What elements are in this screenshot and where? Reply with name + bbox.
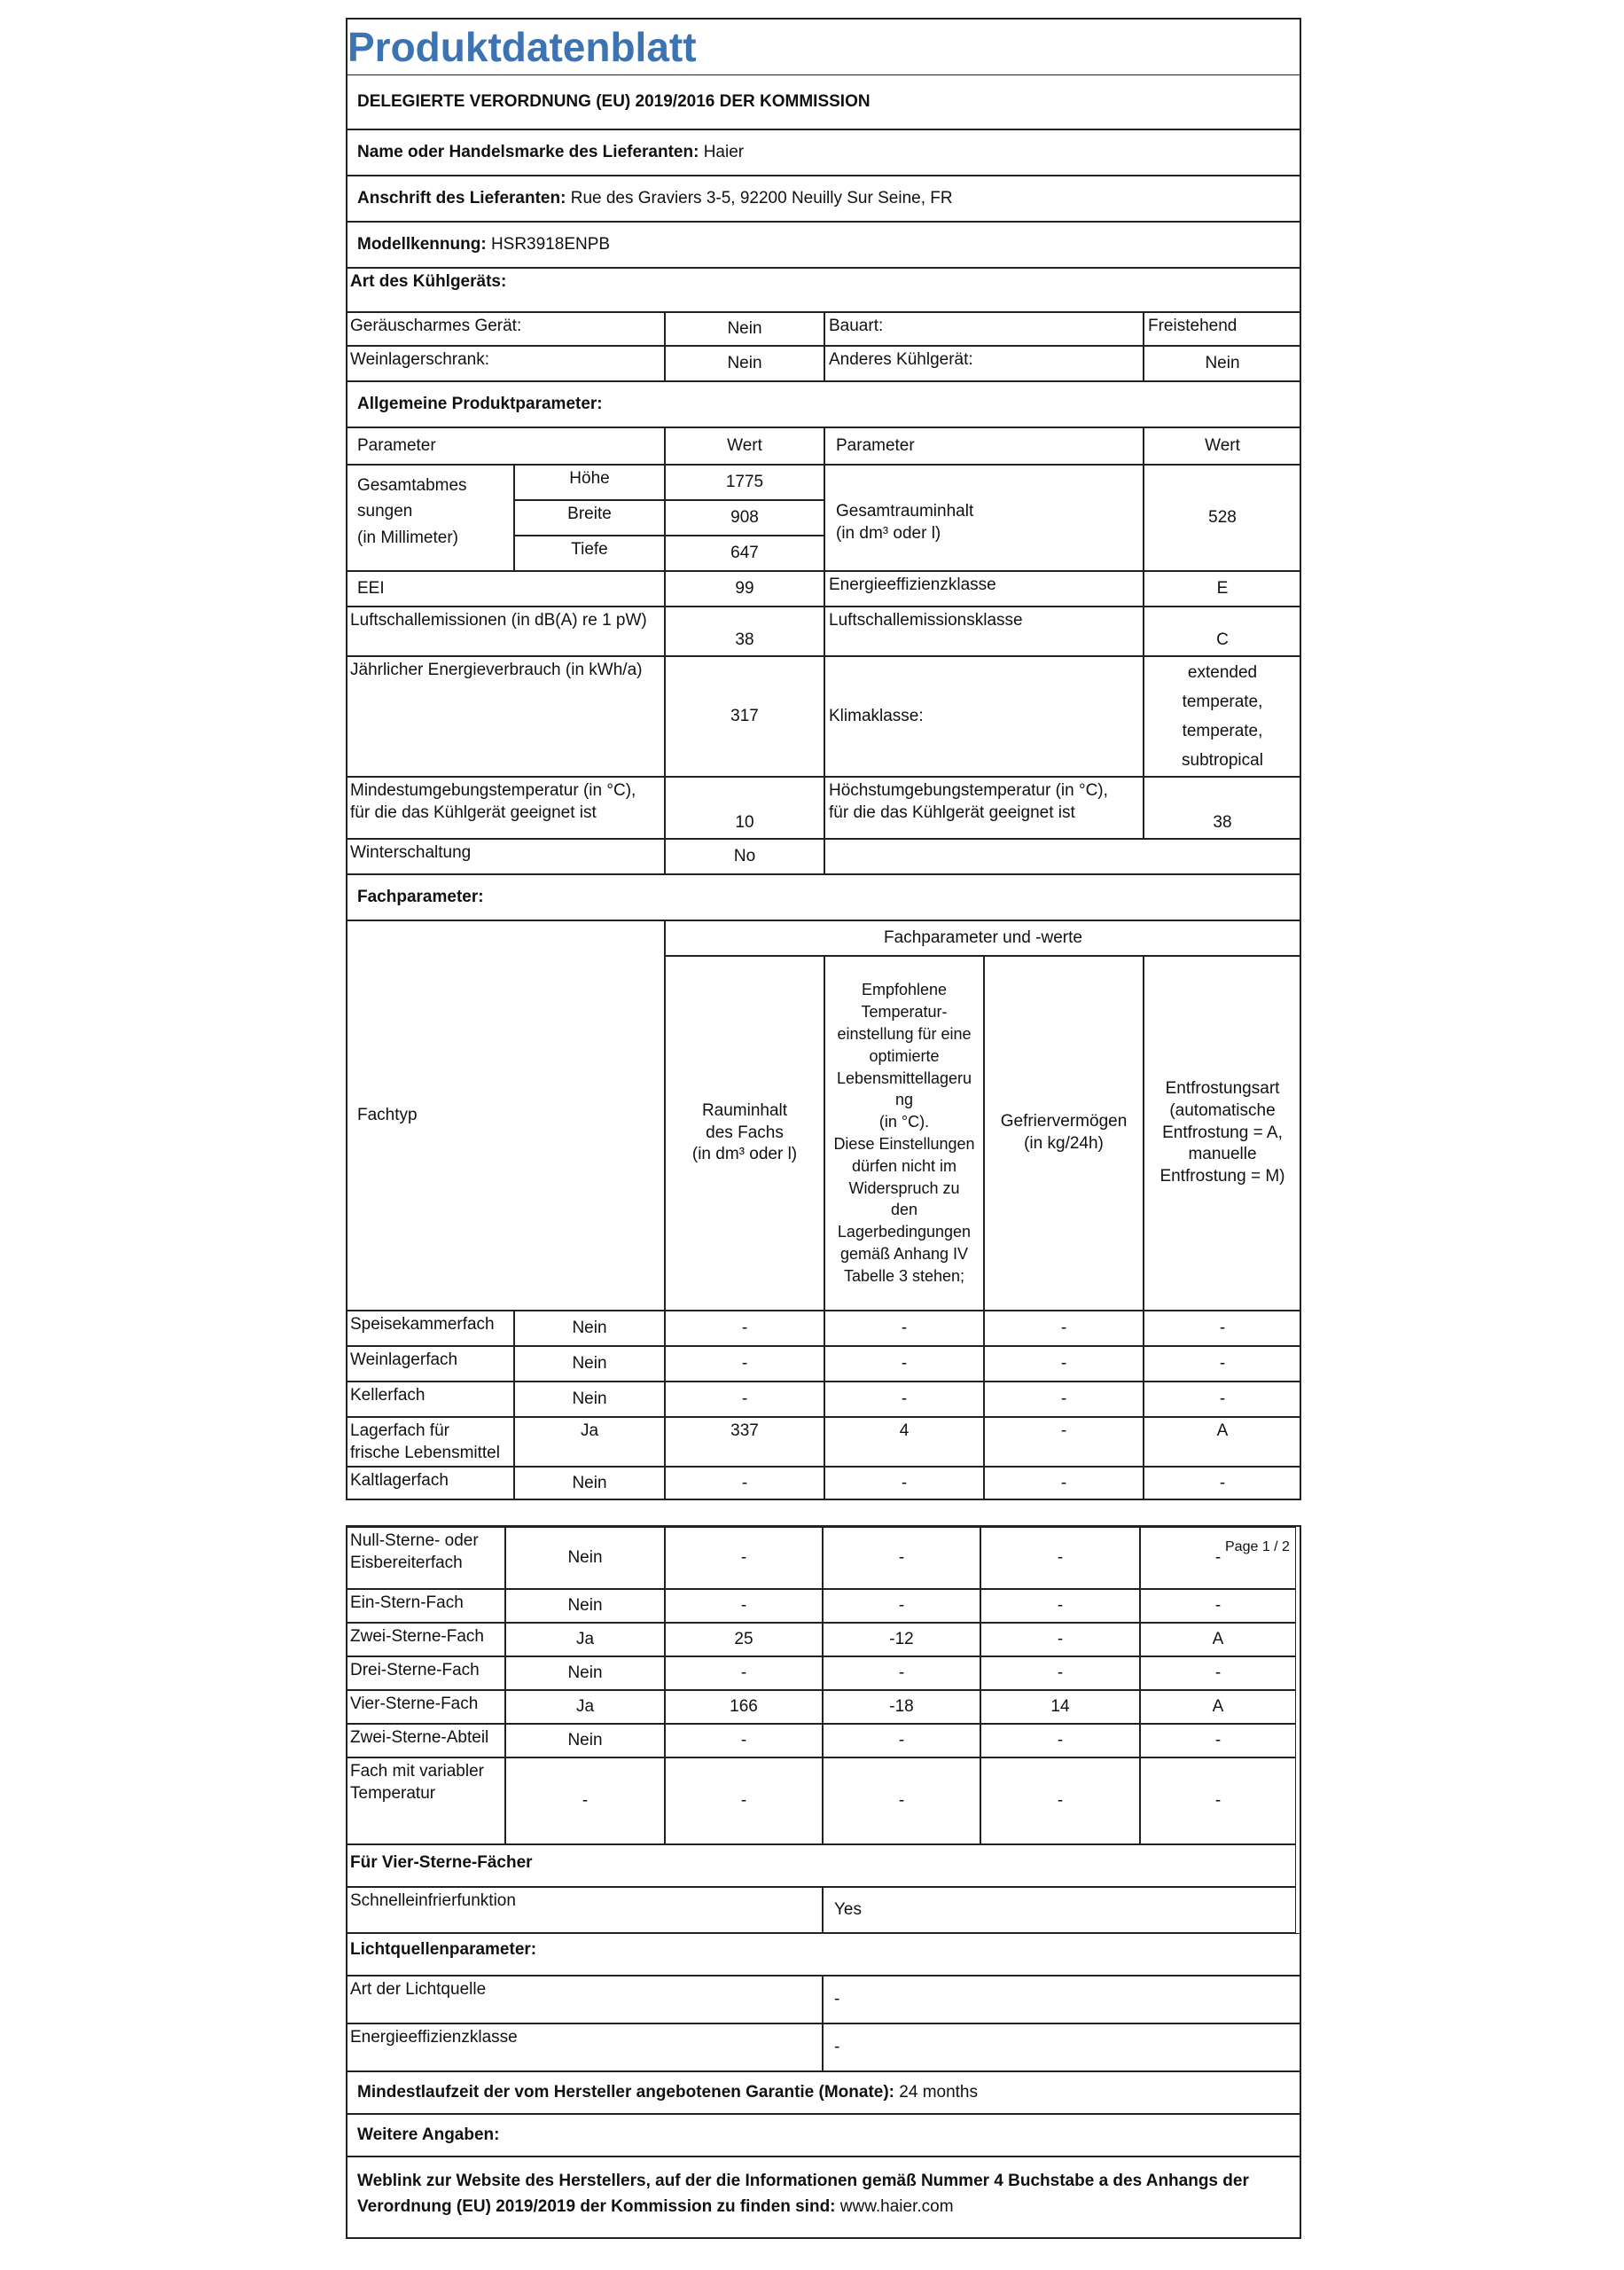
noise-label: Luftschallemissionen (in dB(A) re 1 pW)	[346, 607, 665, 656]
energy-consumption-label: Jährlicher Energieverbrauch (in kWh/a)	[346, 656, 665, 777]
comp-defrost: -	[1140, 1527, 1296, 1589]
max-temp-label-l1: Höchstumgebungstemperatur (in °C),	[829, 781, 1108, 800]
comp-name: Speisekammerfach	[346, 1311, 514, 1346]
climate-line-1: extended	[1187, 662, 1258, 682]
energy-class-label: Energieeffizienzklasse	[824, 571, 1144, 607]
comp-defrost-h-l3: Entfrostung = A,	[1162, 1123, 1283, 1142]
comp-freeze: -	[980, 1656, 1140, 1690]
param-header-1	[346, 427, 665, 465]
comp-present: Nein	[514, 1346, 665, 1382]
comp-temp-h-l13: gemäß Anhang IV	[839, 1245, 969, 1264]
total-volume-value: 528	[1144, 465, 1301, 571]
eei-label	[346, 571, 665, 607]
comp-temp: -	[823, 1656, 980, 1690]
comp-temp-header	[824, 956, 984, 1311]
depth-label: Tiefe	[514, 536, 665, 571]
comp-present: -	[505, 1757, 665, 1844]
comp-name: Weinlagerfach	[346, 1346, 514, 1382]
model-value: HSR3918ENPB	[490, 234, 611, 254]
comp-name-l1: Null-Sterne- oder	[350, 1531, 479, 1550]
comp-volume-h-l3: (in dm³ oder l)	[691, 1145, 798, 1164]
comp-freeze: -	[984, 1346, 1144, 1382]
comp-present: Nein	[514, 1382, 665, 1417]
further-info-text: Weitere Angaben:	[357, 2125, 500, 2144]
wine-cabinet-value: Nein	[665, 346, 824, 381]
comp-present: Nein	[505, 1656, 665, 1690]
light-class-label: Energieeffizienzklasse	[346, 2023, 823, 2071]
comp-present: Nein	[505, 1589, 665, 1623]
comp-defrost-h-l5: Entfrostung = M)	[1159, 1167, 1285, 1186]
quick-freeze-value	[823, 1887, 1296, 1933]
dimensions-label-l3: (in Millimeter)	[357, 528, 458, 547]
comp-freeze-h-l2: (in kg/24h)	[1024, 1134, 1104, 1153]
noise-class-label: Luftschallemissionsklasse	[824, 607, 1144, 656]
noise-value: 38	[665, 607, 824, 656]
weblink-line-1: Weblink zur Website des Herstellers, auf der die Informationen gemäß Nummer 4 Buchstabe a des Anhangs der	[357, 2172, 1249, 2190]
value-header-1	[665, 427, 824, 465]
model-row	[346, 222, 1301, 268]
noise-class-value: C	[1144, 607, 1301, 656]
comp-temp: -	[823, 1757, 980, 1844]
comp-present: Nein	[505, 1724, 665, 1757]
comp-temp-h-l2: Temperatur-	[861, 1003, 948, 1022]
light-type-value	[823, 1976, 1301, 2023]
comp-defrost: A	[1140, 1623, 1296, 1656]
comp-defrost: -	[1144, 1346, 1301, 1382]
quick-freeze-label: Schnelleinfrierfunktion	[346, 1887, 823, 1933]
min-temp-value: 10	[665, 777, 824, 839]
comp-defrost: A	[1144, 1417, 1301, 1467]
comp-name-l2: Eisbereiterfach	[350, 1553, 463, 1572]
max-temp-label	[824, 777, 1144, 839]
climate-line-4: subtropical	[1182, 751, 1263, 771]
min-temp-label	[346, 777, 665, 839]
comp-defrost: -	[1140, 1724, 1296, 1757]
comp-defrost-h-l4: manuelle	[1188, 1145, 1257, 1164]
weblink-row	[346, 2156, 1301, 2239]
light-type-label: Art der Lichtquelle	[346, 1976, 823, 2023]
page-number: Page 1 / 2	[1225, 1539, 1290, 1554]
comp-name-l2: frische Lebensmittel	[350, 1443, 500, 1462]
comp-present: Nein	[514, 1467, 665, 1500]
comp-volume: -	[665, 1346, 824, 1382]
comp-temp-h-l12: Lagerbedingungen	[837, 1223, 972, 1241]
comp-defrost: A	[1140, 1690, 1296, 1724]
comp-temp-h-l7: (in °C).	[878, 1113, 930, 1131]
comp-defrost: -	[1140, 1656, 1296, 1690]
comp-freeze-header	[984, 956, 1144, 1311]
comp-freeze: -	[984, 1382, 1144, 1417]
comp-volume: -	[665, 1527, 823, 1589]
address-value: Rue des Graviers 3-5, 92200 Neuilly Sur Seine, FR	[570, 188, 953, 207]
comp-volume: -	[665, 1656, 823, 1690]
comp-type-header-text: Fachtyp	[357, 1105, 418, 1124]
model-label: Modellkennung:	[357, 234, 487, 254]
comp-volume: -	[665, 1311, 824, 1346]
comp-volume: -	[665, 1757, 823, 1844]
comp-name	[346, 1417, 514, 1467]
total-volume-label	[824, 465, 1144, 571]
comp-temp: -	[823, 1724, 980, 1757]
comp-temp: -	[823, 1527, 980, 1589]
comp-group-header: Fachparameter und -werte	[665, 920, 1301, 956]
quick-freeze-value-text: Yes	[834, 1899, 862, 1919]
regulation-row	[346, 74, 1301, 129]
param-header-2	[824, 427, 1144, 465]
energy-class-value: E	[1144, 571, 1301, 607]
other-appliance-value: Nein	[1144, 346, 1301, 381]
comp-volume: -	[665, 1467, 824, 1500]
weblink-url[interactable]: www.haier.com	[839, 2197, 954, 2217]
comp-volume: -	[665, 1589, 823, 1623]
comp-temp-h-l1: Empfohlene	[861, 981, 948, 999]
max-temp-label-l2: für die das Kühlgerät geeignet ist	[829, 802, 1075, 822]
max-temp-value: 38	[1144, 777, 1301, 839]
comp-name: Zwei-Sterne-Abteil	[346, 1724, 505, 1757]
width-value: 908	[665, 500, 824, 536]
comp-name-l1: Fach mit variabler	[350, 1762, 484, 1781]
light-class-value-text: -	[834, 2037, 840, 2056]
comp-freeze: -	[980, 1527, 1140, 1589]
wine-cabinet-label: Weinlagerschrank:	[346, 346, 665, 381]
comp-defrost: -	[1144, 1311, 1301, 1346]
comp-volume: -	[665, 1382, 824, 1417]
warranty-label: Mindestlaufzeit der vom Hersteller angebotenen Garantie (Monate):	[357, 2082, 894, 2102]
winter-value: No	[665, 839, 824, 874]
value-header-2-text: Wert	[1205, 435, 1240, 455]
width-label: Breite	[514, 500, 665, 536]
comp-temp-h-l8: Diese Einstellungen	[833, 1135, 975, 1153]
comp-volume: -	[665, 1724, 823, 1757]
comp-name: Kellerfach	[346, 1382, 514, 1417]
compartment-heading	[346, 874, 1301, 920]
comp-name: Ein-Stern-Fach	[346, 1589, 505, 1623]
compartment-heading-text: Fachparameter:	[357, 887, 484, 906]
comp-volume: 25	[665, 1623, 823, 1656]
light-heading: Lichtquellenparameter:	[346, 1933, 1301, 1976]
comp-name: Drei-Sterne-Fach	[346, 1656, 505, 1690]
value-header-1-text: Wert	[727, 435, 762, 455]
comp-freeze: -	[980, 1757, 1140, 1844]
comp-present: Nein	[505, 1527, 665, 1589]
further-info-row	[346, 2114, 1301, 2156]
comp-volume-header	[665, 956, 824, 1311]
general-heading	[346, 381, 1301, 427]
comp-defrost-header	[1144, 956, 1301, 1311]
warranty-row	[346, 2071, 1301, 2114]
param-header-2-text: Parameter	[836, 435, 915, 455]
comp-volume: 166	[665, 1690, 823, 1724]
dimensions-label	[346, 465, 514, 571]
comp-temp: -	[824, 1346, 984, 1382]
height-value: 1775	[665, 465, 824, 500]
param-header-1-text: Parameter	[357, 435, 436, 455]
low-noise-value: Nein	[665, 312, 824, 346]
comp-volume: 337	[665, 1417, 824, 1467]
design-type-value: Freistehend	[1144, 312, 1301, 346]
comp-freeze: 14	[980, 1690, 1140, 1724]
comp-defrost-h-l2: (automatische	[1169, 1100, 1276, 1120]
comp-freeze: -	[984, 1417, 1144, 1467]
comp-freeze: -	[980, 1724, 1140, 1757]
light-type-value-text: -	[834, 1989, 840, 2008]
comp-present: Ja	[514, 1417, 665, 1467]
comp-defrost-h-l1: Entfrostungsart	[1165, 1079, 1280, 1099]
comp-freeze: -	[980, 1589, 1140, 1623]
depth-value: 647	[665, 536, 824, 571]
climate-line-3: temperate,	[1182, 722, 1263, 740]
design-type-label: Bauart:	[824, 312, 1144, 346]
comp-temp: -	[824, 1467, 984, 1500]
eei-label-text: EEI	[357, 578, 385, 598]
comp-freeze-h-l1: Gefriervermögen	[1000, 1112, 1128, 1131]
comp-present: Ja	[505, 1623, 665, 1656]
comp-volume-h-l2: des Fachs	[706, 1123, 784, 1142]
total-volume-label-l2: (in dm³ oder l)	[836, 523, 941, 543]
climate-class-value	[1144, 656, 1301, 777]
winter-empty	[824, 839, 1301, 874]
dimensions-label-l1: Gesamtabmes	[357, 476, 467, 495]
comp-defrost: -	[1140, 1589, 1296, 1623]
comp-present: Ja	[505, 1690, 665, 1724]
supplier-row	[346, 129, 1301, 176]
page-title: Produktdatenblatt	[347, 24, 697, 70]
low-noise-label: Geräuscharmes Gerät:	[346, 312, 665, 346]
comp-defrost: -	[1144, 1467, 1301, 1500]
comp-temp-h-l10: Widerspruch zu	[848, 1178, 960, 1197]
four-star-heading: Für Vier-Sterne-Fächer	[346, 1844, 1296, 1887]
eei-value: 99	[665, 571, 824, 607]
comp-temp-h-l3: einstellung für eine	[837, 1024, 972, 1043]
type-heading: Art des Kühlgeräts:	[346, 268, 1301, 312]
address-label: Anschrift des Lieferanten:	[357, 188, 566, 207]
comp-name-l2: Temperatur	[350, 1783, 436, 1803]
comp-name	[346, 1527, 505, 1589]
regulation-text: DELEGIERTE VERORDNUNG (EU) 2019/2016 DER KOMMISSION	[357, 91, 871, 111]
comp-temp: -18	[823, 1690, 980, 1724]
address-row	[346, 176, 1301, 222]
supplier-label: Name oder Handelsmarke des Lieferanten:	[357, 142, 699, 161]
comp-temp: 4	[824, 1417, 984, 1467]
min-temp-label-l1: Mindestumgebungstemperatur (in °C),	[350, 781, 636, 800]
warranty-value: 24 months	[899, 2082, 979, 2102]
comp-temp-h-l9: dürfen nicht im	[851, 1156, 957, 1175]
comp-temp-h-l11: den	[890, 1201, 918, 1219]
light-class-value	[823, 2023, 1301, 2071]
comp-temp-h-l14: Tabelle 3 stehen;	[843, 1266, 965, 1285]
supplier-value: Haier	[703, 142, 745, 161]
climate-line-2: temperate,	[1182, 692, 1263, 711]
height-label: Höhe	[514, 465, 665, 500]
comp-volume-h-l1: Rauminhalt	[701, 1100, 788, 1120]
weblink-line-2: Verordnung (EU) 2019/2019 der Kommission zu finden sind:	[357, 2197, 836, 2217]
value-header-2	[1144, 427, 1301, 465]
comp-name: Vier-Sterne-Fach	[346, 1690, 505, 1724]
comp-type-header	[346, 920, 665, 1311]
comp-temp: -	[824, 1311, 984, 1346]
dimensions-label-l2: sungen	[357, 502, 413, 521]
total-volume-label-l1: Gesamtrauminhalt	[836, 502, 974, 521]
comp-freeze: -	[984, 1311, 1144, 1346]
general-heading-text: Allgemeine Produktparameter:	[357, 394, 603, 413]
comp-temp-h-l5: Lebensmittellageru	[836, 1068, 972, 1087]
comp-freeze: -	[984, 1467, 1144, 1500]
comp-name	[346, 1757, 505, 1844]
comp-temp-h-l6: ng	[894, 1091, 914, 1109]
min-temp-label-l2: für die das Kühlgerät geeignet ist	[350, 802, 597, 822]
comp-freeze: -	[980, 1623, 1140, 1656]
comp-temp: -	[824, 1382, 984, 1417]
climate-class-label-text: Klimaklasse:	[829, 706, 924, 725]
comp-present: Nein	[514, 1311, 665, 1346]
winter-label: Winterschaltung	[346, 839, 665, 874]
comp-name: Kaltlagerfach	[346, 1467, 514, 1500]
comp-name-l1: Lagerfach für	[350, 1421, 449, 1440]
climate-class-label	[824, 656, 1144, 777]
energy-consumption-value: 317	[665, 656, 824, 777]
comp-name: Zwei-Sterne-Fach	[346, 1623, 505, 1656]
comp-defrost: -	[1144, 1382, 1301, 1417]
comp-temp-h-l4: optimierte	[869, 1046, 940, 1065]
other-appliance-label: Anderes Kühlgerät:	[824, 346, 1144, 381]
comp-defrost: -	[1140, 1757, 1296, 1844]
comp-temp: -12	[823, 1623, 980, 1656]
comp-temp: -	[823, 1589, 980, 1623]
